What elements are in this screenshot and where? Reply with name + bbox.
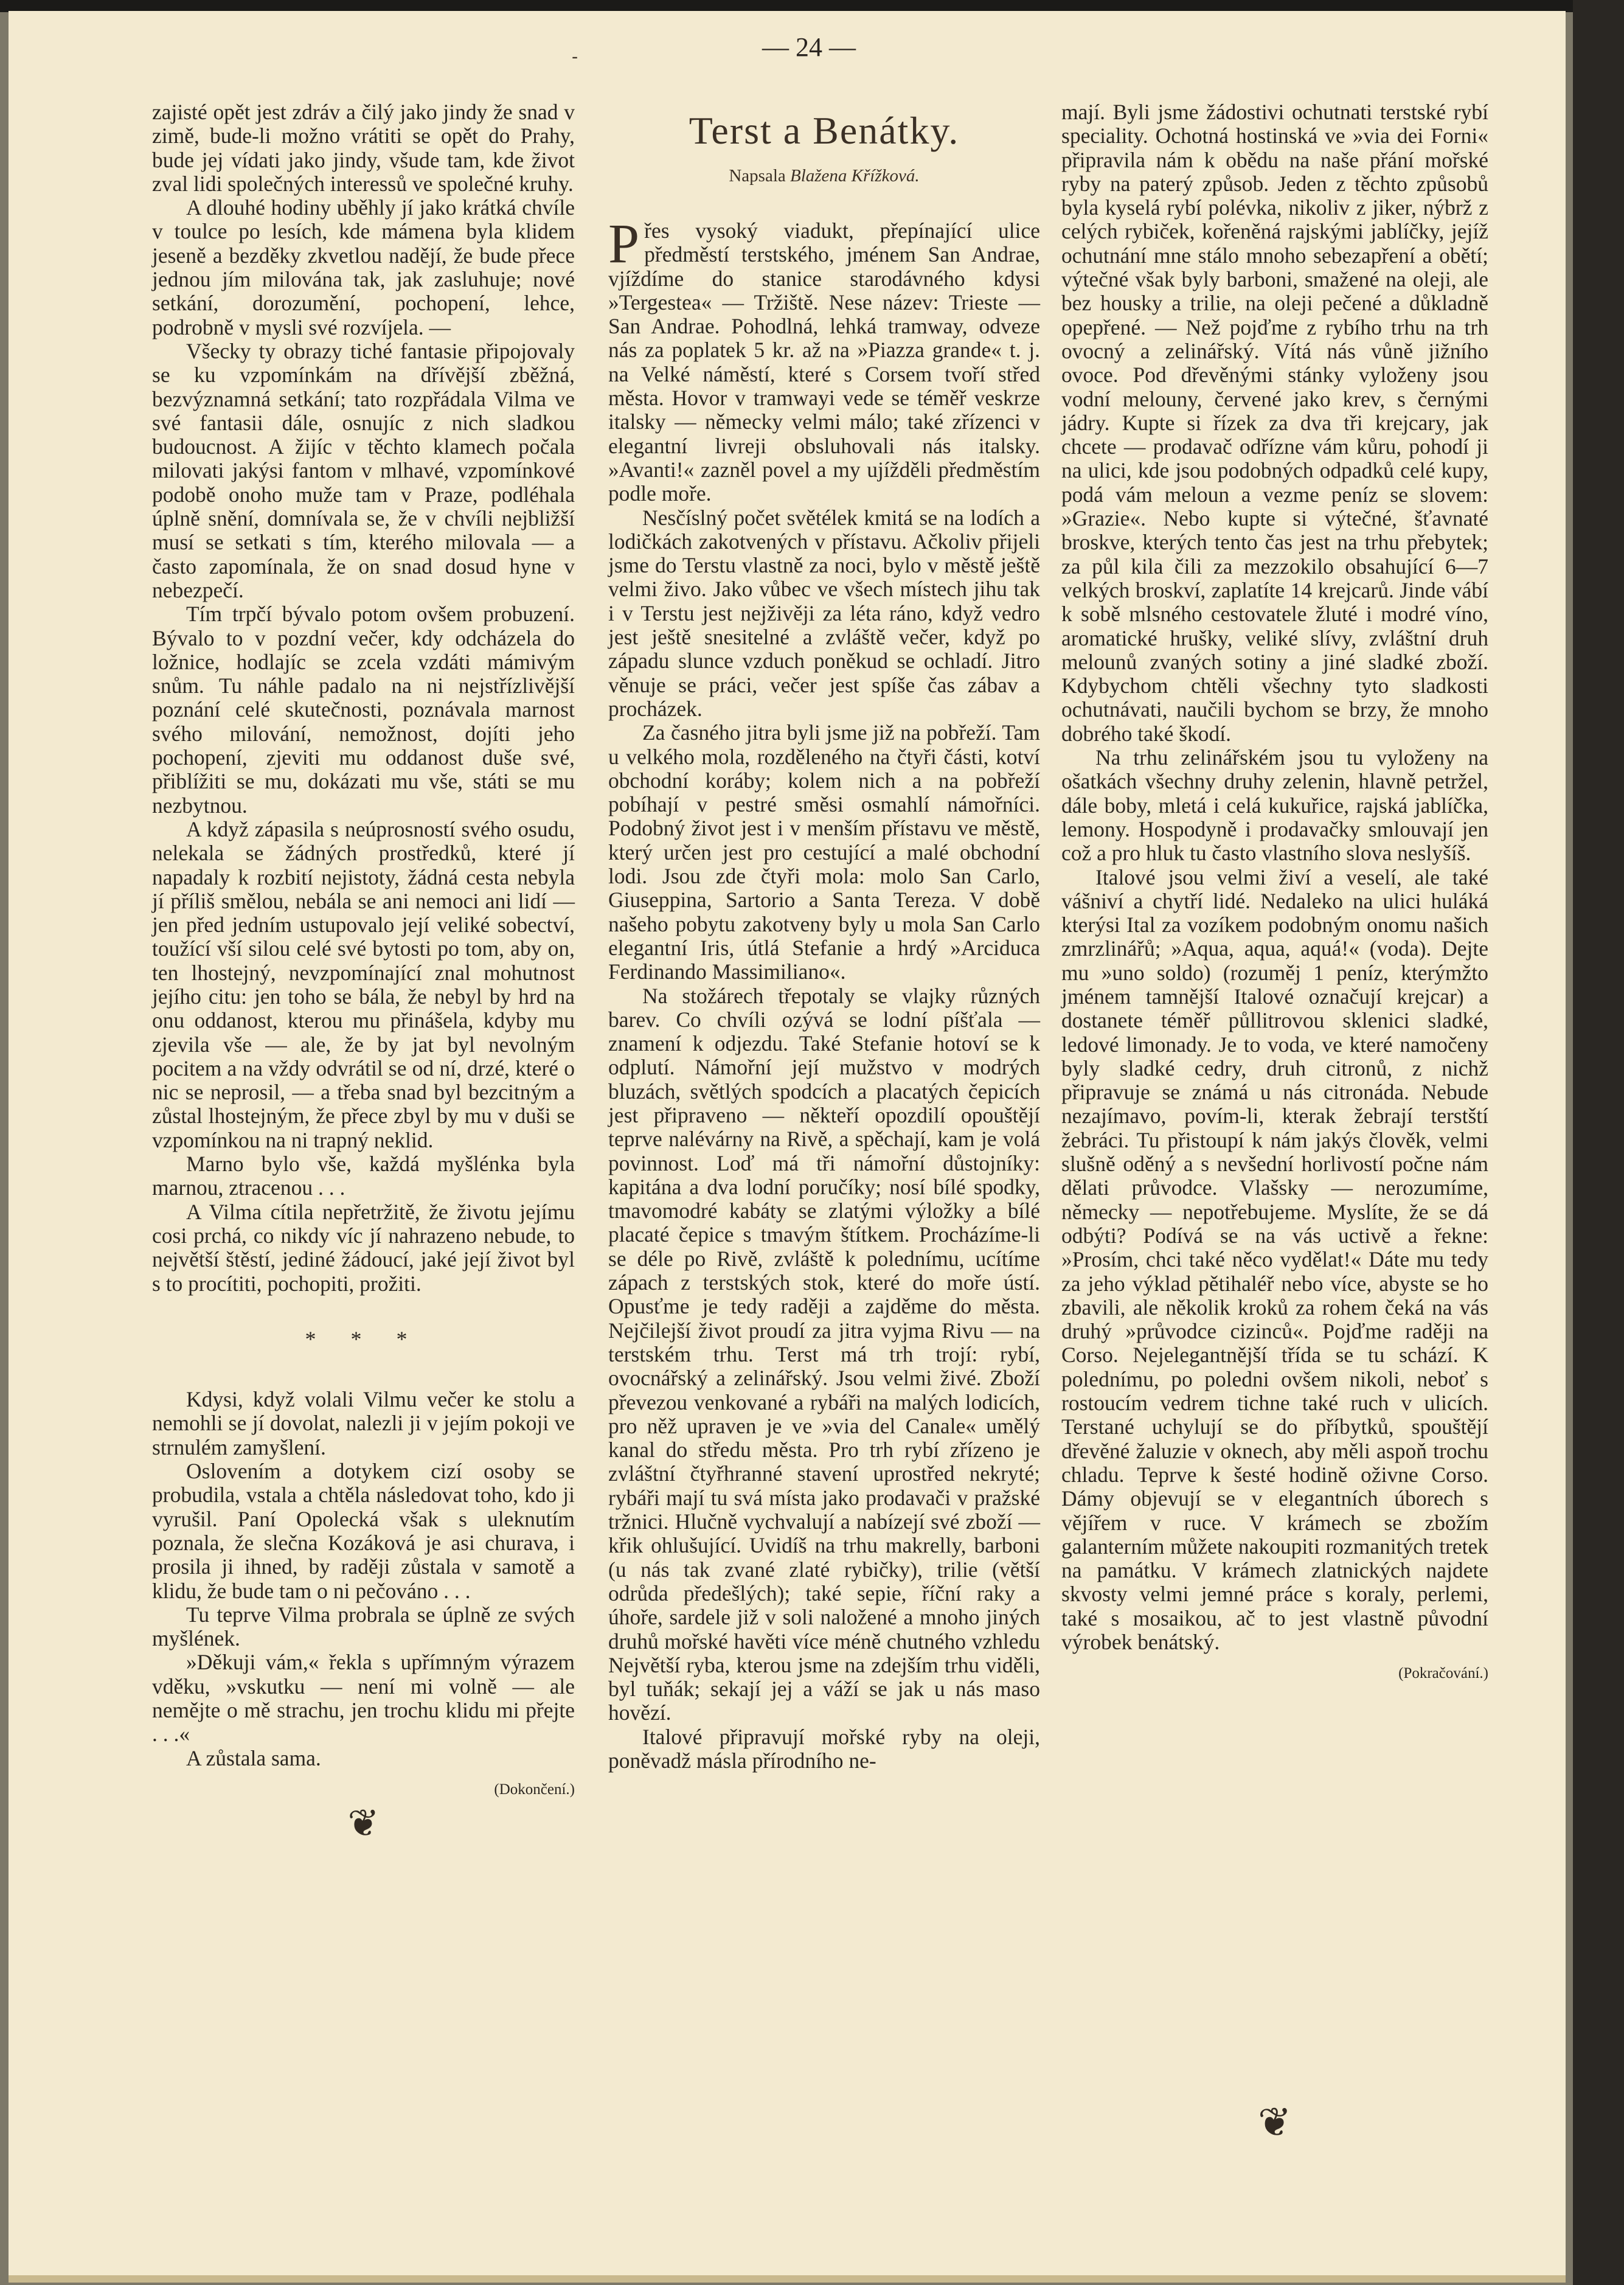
story-paragraph: A dlouhé hodiny uběhly jí jako krátká chvíle v toulce po lesích, kde mámena byla klidem jeseně a bezděky zkvetlou nadějí, že bude přece jednou jím milována tak, jak zasluhuje; nové setkání, dorozumění, pochopení, lehce, podrobně v mysli své rozvíjela. —	[152, 195, 575, 339]
byline-prefix: Napsala	[729, 166, 786, 186]
story-paragraph: Tím trpčí bývalo potom ovšem probuzení. Bývalo to v pozdní večer, kdy odcházela do ložnice, hodlajíc se zcela vzdáti mámivým snům. Tu náhle padalo na ni nejstřízlivější poznání celé skutečnosti, poznávala marnost svého milování, nemožnost, dojíti jeho pochopení, zjeviti mu oddanost duše své, přiblížiti se mu, dokázati mu vše, státi se mu nezbytnou.	[152, 602, 575, 818]
article-paragraph: Italové jsou velmi živí a veselí, ale také vášniví a chytří lidé. Nedaleko na ulici huláká kterýsi Ital za vozíkem podobným onomu našich zmrzlinářů; »Aqua, aqua, aquá!« (voda). Dejte mu »uno soldo) (rozuměj 1 peníz, kterýmžto jménem tamnější Italové označují krejcar) a dostanete téměř půllitrovou sklenici sladké, ledové limonady. Je to voda, ve které namočeny byly sladké cedry, druh citronů, z nichž připravuje se známá u nás citronáda. Nebude nezajímavo, povím-li, kterak žebrají terstští žebráci. Tu přistoupí k nám jakýs člověk, velmi slušně oděný a s nevšední horlivostí počne nám dělati průvodce. Vlašsky — nerozumíme, německy — nepotřebujeme. Myslíte, že se dá odbýti? Podívá se na vás uctivě a řekne: »Prosím, chci také něco vydělat!« Dáte mu tedy za jeho výklad pětihaléř nebo více, abyste se ho zbavili, ale několik kroků za rohem čeká na vás druhý »průvodce cizinců«. Pojďme raději na Corso. Nejelegantnější třída se tu schází. K polednímu, po poledni ovšem nikoli, neboť s rostoucím vedrem tichne také ruch v ulicích. Terstané uchylují se do příbytků, spouštějí dřevěné žaluzie v oknech, aby měli aspoň trochu chladu. Teprve k šesté hodině oživne Corso. Dámy objevují se v elegantních úborech s vějířem v ruce. V krámech se zbožím galanterním můžete nakoupiti rozmanitých tretek na památku. V krámech zlatnických najdete skvosty velmi jemné práce s koraly, perlemi, také s mosaikou, ač to jest vlastně původní výrobek benátský.	[1061, 864, 1488, 1654]
article-paragraph: Na trhu zelinářském jsou tu vyloženy na ošatkách všechny druhy zelenin, hlavně petržel, dále boby, mletá i celá kukuřice, rajská jablíčka, lemony. Hospodyně i prodavačky smlouvají jen což a pro hluk tu často vlastního slova neslyšíš.	[1061, 745, 1488, 866]
article-paragraph: mají. Byli jsme žádostivi ochutnati terstské rybí speciality. Ochotná hostinská ve »via dei Forni« připravila nám k obědu na naše přání mořské ryby na paterý způsob. Jeden z těchto způsobů byla kyselá rybí polévka, nikoliv z jiker, nýbrž z celých rybiček, kořeněná rajskými jablíčky, jejíž ochutnání mne stálo mnoho sebezapření a obětí; výtečné však byly barboni, smažené na oleji, ale bez housky a trilie, na oleji pečené a důkladně opepřené. — Než pojďme z rybího trhu na trh ovocný a zelinářský. Vítá nás vůně jižního ovoce. Pod dřevěnými stánky vyloženy jsou vodní melouny, červené jako krev, s černými jádry. Kupte si řízek za dva tři krejcary, jak chcete — prodavač odřízne vám kůru, pohodí ji na ulici, kde jsou podobných odpadků celé kupy, podá vám meloun a vezme peníz se slovem: »Grazie«. Nebo kupte si výtečné, šťavnaté broskve, kterých tento čas jest na trhu přebytek; za půl kila čili za mezzokilo obsahující 6—7 velkých broskví, zaplatíte 14 krejcarů. Jinde vábí k sobě mlsného cestovatele žluté i modré víno, aromatické hrušky, veliké slívy, zvláštní druh melounů zvaných sotiny a jiné sladké zboží. Kdybychom chtěli všechny tyto sladkosti ochutnávati, naučili bychom se brzy, že mnoho dobrého také škodí.	[1061, 100, 1488, 746]
article-paragraph: Za časného jitra byli jsme již na pobřeží. Tam u velkého mola, rozděleného na čtyři části, kotví obchodní koráby; kolem nich a na pobřeží pobíhají v pestré směsi osmahlí námořníci. Podobný život jest i v menším přístavu ve městě, který určen jest pro cestující a malé obchodní lodi. Jsou zde čtyři mola: molo San Carlo, Giuseppina, Sartorio a Santa Tereza. V době našeho pobytu zakotveny byly u mola San Carlo elegantní Iris, útlá Stefanie a hrdý »Arciduca Ferdinando Massimiliano«.	[608, 720, 1040, 984]
column-3	[1061, 100, 1488, 1686]
story-paragraph: »Děkuji vám,« řekla s upřímným výrazem vděku, »vskutku — není mi volně — ale nemějte o mě strachu, jen trochu klidu mi přejte . . .«	[152, 1650, 575, 1747]
scan-top-strip	[0, 0, 1624, 12]
fleuron-icon: ❦	[347, 1803, 380, 1845]
article-byline	[608, 166, 1040, 186]
article-paragraph	[608, 212, 1040, 506]
story-paragraph: zajisté opět jest zdráv a čilý jako jindy že snad v zimě, bude-li možno vrátiti se opět do Prahy, bude jej vídati jako jindy, všude tam, kde život zval lidi společných interessů ve společné kruhy.	[152, 100, 575, 196]
author-name: Blažena Křížková.	[790, 166, 920, 186]
story-paragraph: A když zápasila s neúprosností svého osudu, nelekala se žádných prostředků, které jí napadaly k rozbití nejistoty, žádná cesta nebyla jí příliš smělou, nebála se ani nemoci ani lidí — jen před jedním ustupovalo její veliké sobectví, toužící vší silou celé své bytosti po tom, aby on, ten lhostejný, nevzpomínající znal mohutnost jejího citu: jen toho se bála, že nebyl by hrd na onu oddanost, kterou mu přinášela, kdyby mu zjevila vše — ale, že by jat byl nevolným pocitem a na vždy odvrátil se od ní, drzé, které o nic se neprosil, — a třeba snad byl bezcitným a zůstal lhostejným, že přece zbyl by mu v duši se vzpomínkou na ni trapný neklid.	[152, 816, 575, 1152]
paragraph-marker: -	[572, 46, 578, 68]
story-paragraph: A zůstala sama.	[186, 1745, 321, 1770]
story-paragraph: Oslovením a dotykem cizí osoby se probudila, vstala a chtěla následovat toho, kdo ji vyrušil. Paní Opolecká však s uleknutím poznala, že slečna Kozáková je asi churava, i prosila ji ihned, by raději zůstala v samotě a klidu, že bude tam o ni pečováno . . .	[152, 1459, 575, 1603]
fleuron-icon: ❦	[1258, 2099, 1292, 2146]
article-title: Terst a Benátky.	[689, 109, 960, 152]
column-2	[608, 212, 1040, 1773]
section-separator: * * *	[305, 1326, 422, 1351]
story-paragraph: A Vilma cítila nepřetržitě, že životu jejímu cosi prchá, co nikdy víc jí nahrazeno nebude, to největší štěstí, jediné žádoucí, jaké její život byl s to procítiti, pochopiti, prožiti.	[152, 1199, 575, 1296]
article-paragraph: Italové připravují mořské ryby na oleji, poněvadž másla přírodního ne-	[608, 1724, 1040, 1773]
column-1	[152, 100, 575, 1845]
article-paragraph-text: řes vysoký viadukt, přepínající ulice předměstí terstského, jménem San Andrae, vjíždíme do stanice starodávného kdysi »Tergestea« — Tržiště. Nese název: Trieste — San Andrae. Pohodlná, lehká tramway, odveze nás za poplatek 5 kr. až na »Piazza grande« t. j. na Velké náměstí, které s Corsem tvoří střed města. Hovor v tramwayi vede se téměř veskrze italsky — německy velmi málo; také zřízenci v elegantní livreji obsluhovali nás italsky. »Avanti!« zazněl povel a my ujížděli předměstím podle moře.	[608, 218, 1040, 506]
page-number: — 24 —	[762, 32, 856, 62]
drop-cap: P	[608, 212, 640, 274]
continued-label: (Pokračování.)	[1398, 1665, 1488, 1682]
story-paragraph: Všecky ty obrazy tiché fantasie připojovaly se ku vzpomínkám na dřívější zběžná, bezvýznamná setkání; tato rozpřádala Vilma ve své fantasii dále, osnujíc z nich sladkou budoucnost. A žijíc v těchto klamech počala milovati jakýsi fantom v mlhavé, vzpomínkové podobě onoho muže tam v Praze, podléhala úplně snění, domnívala se, že v chvíli nejbližší musí se setkati s tím, kterého milovala — a často zapomínala, že on snad dosud hyne v nebezpečí.	[152, 338, 575, 602]
story-paragraph: Tu teprve Vilma probrala se úplně ze svých myšlének.	[152, 1602, 575, 1651]
article-paragraph: Nesčíslný počet světélek kmitá se na lodích a lodičkách zakotvených v přístavu. Ačkoliv přijeli jsme do Terstu vlastně za noci, bylo v městě ještě velmi živo. Jako vůbec ve všech místech jihu tak i v Terstu jest nejživěji za léta ráno, když vedro jest ještě snesitelné a zvláště večer, když po západu slunce vzduch poněkud se ochladí. Jitro věnuje se práci, večer jest spíše čas zábav a procházek.	[608, 505, 1040, 721]
story-paragraph: Kdysi, když volali Vilmu večer ke stolu a nemohli se jí dovolat, nalezli ji v jejím pokoji ve strnulém zamyšlení.	[152, 1387, 575, 1459]
story-paragraph: Marno bylo vše, každá myšlénka byla marnou, ztracenou . . .	[152, 1152, 575, 1200]
book-spine-edge	[1573, 0, 1624, 2285]
concluded-label: (Dokončení.)	[494, 1781, 575, 1798]
article-paragraph: Na stožárech třepotaly se vlajky různých barev. Co chvíli ozývá se lodní píšťala — znamení k odjezdu. Také Stefanie hotoví se k odplutí. Námořní její mužstvo v modrých bluzách, světlých spodcích a placatých čepicích jest připraveno — někteří opozdilí opouštějí teprve nalévárny na Rivě, a spěchají, kam je volá povinnost. Loď má tři námořní důstojníky: kapitána a dva lodní poručíky; nosí bílé spodky, tmavomodré kabáty se zlatými výložky a bílé placaté čepice s tmavým štítkem. Procházíme-li se déle po Rivě, zvláště k polednímu, ucítíme zápach z terstských stok, které do moře ústí. Opusťme je tedy raději a zajděme do města. Nejčilejší život proudí za jitra vyjma Rivu — na terstském trhu. Terst má trh trojí: rybí, ovocnářský a zelinářský. Jsou velmi živé. Zboží převezou venkované a rybáři na malých lodicích, pro něž upraven je ve »via del Canale« umělý kanal do středu města. Pro trh rybí zřízeno je zvláštní čtyřhranné stavení uprostřed nekryté; rybáři mají tu svá místa jako prodavači v pražské tržnici. Hlučně vychvalují a nabízejí své zboží — křik ohlušující. Uvidíš na trhu makrelly, barboni (u nás tak zvané zlaté rybičky), trilie (větší odrůda předešlých); také sepie, říční raky a úhoře, sardele již v soli naložené a mnoho jiných druhů mořské havěti více méně chutného vzhledu Největší ryba, kterou jsme na zdejším trhu viděli, byl tuňák; sekají jej a váží se jak u nás maso hovězí.	[608, 983, 1040, 1725]
